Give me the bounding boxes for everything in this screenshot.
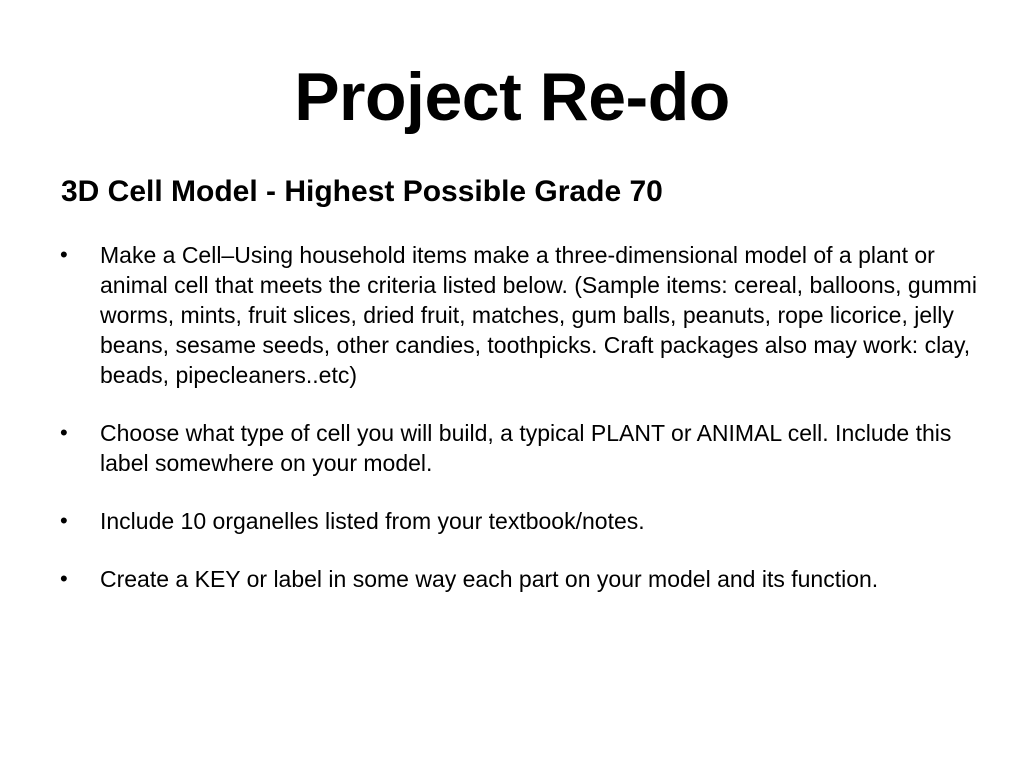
bullet-dot-icon: • — [60, 242, 68, 267]
bullet-item-cell-type — [60, 418, 980, 478]
bullet-text: Make a Cell–Using household items make a three-dimensional model of a plant or animal cell that meets the criteria listed below. (Sample items: cereal, balloons, gummi worms, mints, fruit slices, dried fruit, matches, gum balls, peanuts, rope licorice, jelly beans, sesame seeds, other candies, toothpicks. Craft packages also may work: clay, beads, pipecleaners..etc) — [100, 242, 977, 388]
bullet-item-key — [60, 564, 980, 594]
bullet-text: Create a KEY or label in some way each part on your model and its function. — [100, 566, 879, 592]
bullet-dot-icon: • — [60, 566, 68, 591]
bullet-text: Choose what type of cell you will build, a typical PLANT or ANIMAL cell. Include this label somewhere on your model. — [100, 420, 952, 476]
bullet-list — [60, 240, 980, 594]
bullet-dot-icon: • — [60, 508, 68, 533]
bullet-text: Include 10 organelles listed from your textbook/notes. — [100, 508, 645, 534]
slide-title: Project Re-do — [294, 59, 730, 135]
bullet-item-make-cell — [60, 240, 980, 390]
slide-subtitle: 3D Cell Model - Highest Possible Grade 70 — [61, 175, 663, 208]
bullet-dot-icon: • — [60, 420, 68, 445]
bullet-item-organelles — [60, 506, 980, 536]
